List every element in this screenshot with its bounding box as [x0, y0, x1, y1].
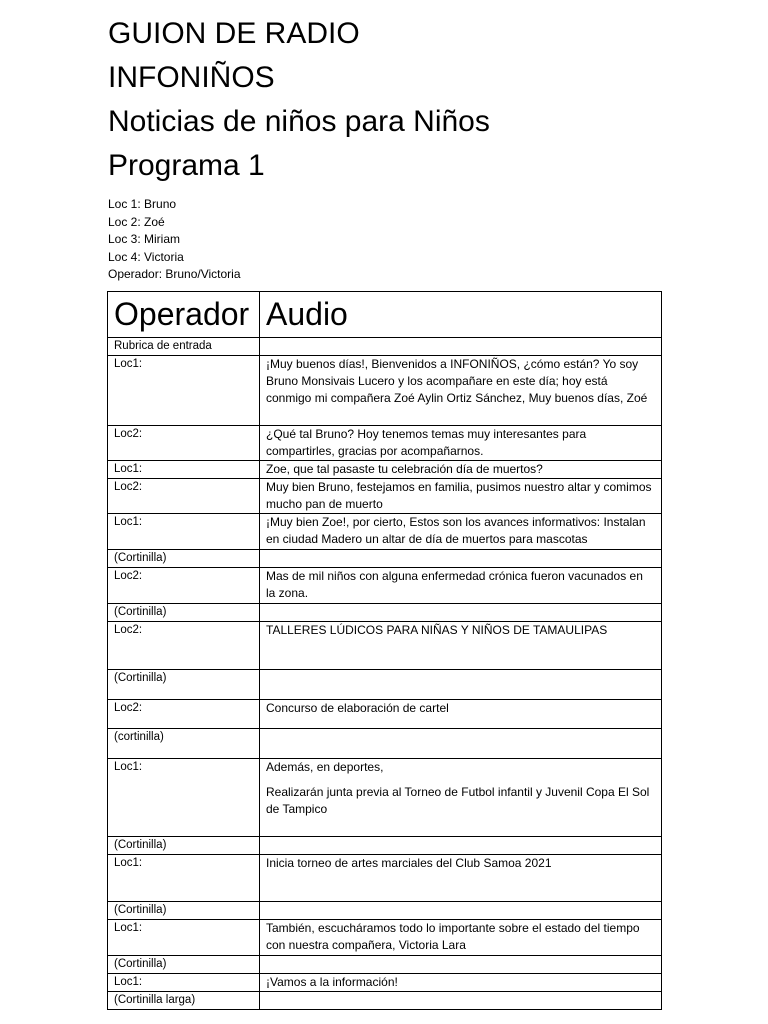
table-row	[108, 855, 662, 902]
audio-cell: Inicia torneo de artes marciales del Club Samoa 2021	[260, 855, 662, 902]
table-row	[108, 568, 662, 604]
table-row	[108, 356, 662, 426]
operator-cell: Loc1:	[108, 920, 260, 956]
audio-cell: Mas de mil niños con alguna enfermedad crónica fueron vacunados en la zona.	[260, 568, 662, 604]
operator-cell: Loc2:	[108, 700, 260, 729]
operator-cell: Loc2:	[108, 426, 260, 461]
audio-cell	[260, 550, 662, 568]
table-row	[108, 992, 662, 1010]
operator-cell: Loc1:	[108, 461, 260, 479]
operator-cell: Loc2:	[108, 622, 260, 670]
operator-cell: (Cortinilla larga)	[108, 992, 260, 1010]
table-row	[108, 974, 662, 992]
audio-paragraph: Realizarán junta previa al Torneo de Futbol infantil y Juvenil Copa El Sol de Tampico	[266, 785, 650, 816]
operator-cell: (Cortinilla)	[108, 837, 260, 855]
audio-cell	[260, 338, 662, 356]
audio-cell: TALLERES LÚDICOS PARA NIÑAS Y NIÑOS DE TAMAULIPAS	[260, 622, 662, 670]
cast-item-loc4: Loc 4: Victoria	[108, 249, 184, 264]
cast-item-loc3: Loc 3: Miriam	[108, 232, 181, 246]
table-row	[108, 670, 662, 700]
audio-cell: Zoe, que tal pasaste tu celebración día de muertos?	[260, 461, 662, 479]
operator-cell: (Cortinilla)	[108, 670, 260, 700]
cast-item-loc1: Loc 1: Bruno	[108, 197, 177, 211]
operator-cell: Loc1:	[108, 974, 260, 992]
program-name: INFONIÑOS	[108, 61, 275, 94]
table-header-row	[108, 292, 662, 338]
column-header-operator: Operador	[108, 292, 260, 338]
table-row	[108, 426, 662, 461]
table-row	[108, 837, 662, 855]
table-row	[108, 479, 662, 514]
audio-cell: ¡Vamos a la información!	[260, 974, 662, 992]
table-row	[108, 729, 662, 759]
table-row	[108, 604, 662, 622]
table-row	[108, 622, 662, 670]
operator-cell: Rubrica de entrada	[108, 338, 260, 356]
operator-cell: Loc1:	[108, 855, 260, 902]
audio-cell	[260, 604, 662, 622]
operator-cell: (Cortinilla)	[108, 604, 260, 622]
cast-item-loc2: Loc 2: Zoé	[108, 214, 165, 229]
audio-paragraph: Además, en deportes,	[266, 760, 384, 774]
audio-cell: ¡Muy bien Zoe!, por cierto, Estos son los avances informativos: Instalan en ciudad Madero un altar de día de muertos para mascotas	[260, 514, 662, 550]
operator-cell: (Cortinilla)	[108, 956, 260, 974]
operator-cell: (Cortinilla)	[108, 550, 260, 568]
program-subtitle: Noticias de niños para Niños	[108, 105, 490, 138]
operator-cell: (Cortinilla)	[108, 902, 260, 920]
cast-list	[108, 196, 490, 284]
table-row	[108, 902, 662, 920]
audio-cell	[260, 902, 662, 920]
operator-cell: (cortinilla)	[108, 729, 260, 759]
table-row	[108, 461, 662, 479]
audio-cell	[260, 759, 662, 837]
audio-cell: ¿Qué tal Bruno? Hoy tenemos temas muy interesantes para compartirles, gracias por acompañarnos.	[260, 426, 662, 461]
document-title: GUION DE RADIO	[108, 17, 360, 50]
table-row	[108, 956, 662, 974]
document-header	[108, 12, 490, 284]
table-row	[108, 700, 662, 729]
audio-cell	[260, 956, 662, 974]
operator-cell: Loc1:	[108, 514, 260, 550]
audio-cell: ¡Muy buenos días!, Bienvenidos a INFONIÑOS, ¿cómo están? Yo soy Bruno Monsivais Lucero y los acompañare en este día; hoy está conmigo mi compañera Zoé Aylin Ortiz Sánchez, Muy buenos días, Zoé	[260, 356, 662, 426]
table-row	[108, 514, 662, 550]
cast-item-operator: Operador: Bruno/Victoria	[108, 267, 241, 281]
table-row	[108, 338, 662, 356]
audio-cell	[260, 992, 662, 1010]
audio-cell: También, escucháramos todo lo importante sobre el estado del tiempo con nuestra compañera, Victoria Lara	[260, 920, 662, 956]
audio-cell	[260, 729, 662, 759]
operator-cell: Loc2:	[108, 568, 260, 604]
table-row	[108, 550, 662, 568]
operator-cell: Loc2:	[108, 479, 260, 514]
operator-cell: Loc1:	[108, 759, 260, 837]
operator-cell: Loc1:	[108, 356, 260, 426]
audio-cell	[260, 837, 662, 855]
audio-cell: Muy bien Bruno, festejamos en familia, pusimos nuestro altar y comimos mucho pan de muerto	[260, 479, 662, 514]
audio-cell	[260, 670, 662, 700]
table-row	[108, 759, 662, 837]
script-table	[107, 291, 662, 1010]
audio-cell: Concurso de elaboración de cartel	[260, 700, 662, 729]
column-header-audio: Audio	[260, 292, 662, 338]
program-number: Programa 1	[108, 149, 265, 182]
table-row	[108, 920, 662, 956]
